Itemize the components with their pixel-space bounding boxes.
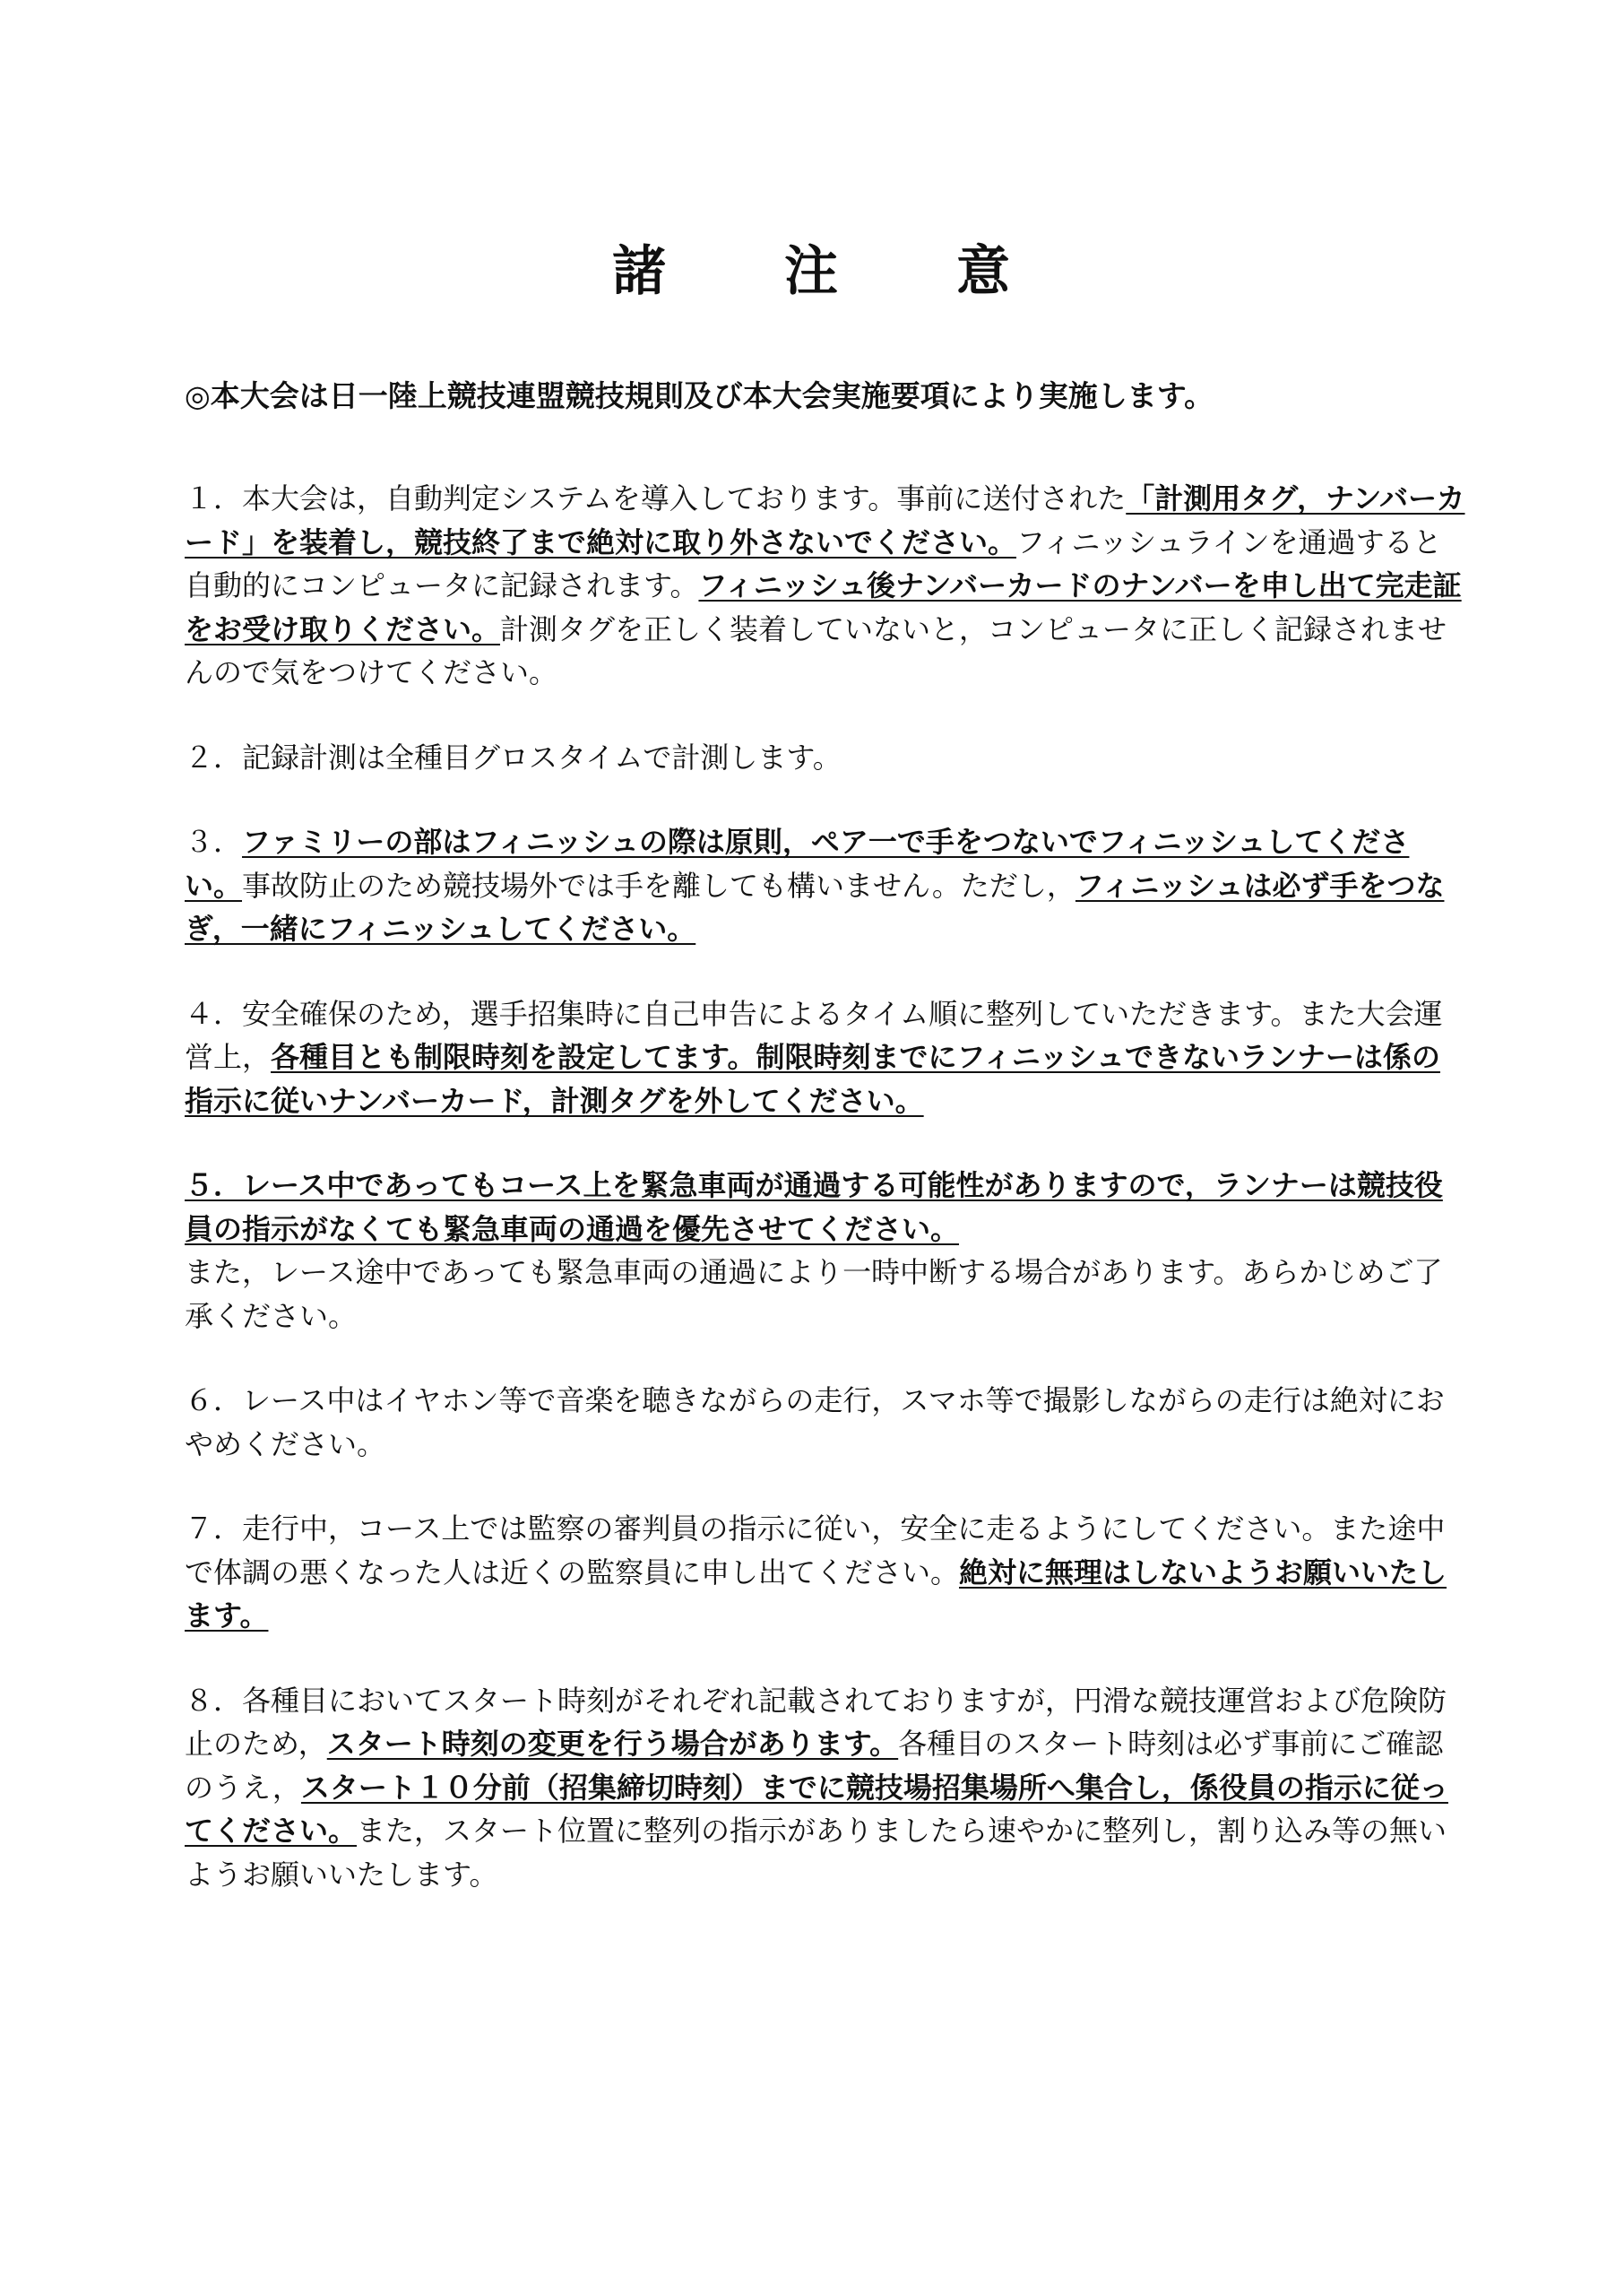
notice-text: ８．各種目においてスタート時刻がそれぞれ記載されておりますが，円滑な競技運営および危険防止のため， [185, 1683, 1447, 1761]
notice-text: 各種目のスタート時刻は必ず事前にご確認のうえ， [185, 1727, 1444, 1805]
title-char: 注 [784, 240, 840, 303]
notice-emphasis: フィニッシュは必ず手をつなぎ，一緒にフィニッシュしてください。 [185, 868, 1445, 946]
notice-item-8 [185, 1679, 1466, 1897]
notice-item-3 [185, 820, 1466, 951]
notice-item-1 [185, 477, 1466, 695]
title-char: 意 [956, 240, 1012, 303]
page-title [0, 240, 1624, 303]
notice-text: ３． [185, 825, 243, 859]
notice-text: ４．安全確保のため，選手招集時に自己申告によるタイム順に整列していただきます。また大会運営上， [185, 996, 1443, 1074]
notice-item-6 [185, 1379, 1466, 1466]
notice-item-2 [185, 736, 1466, 780]
notice-emphasis: スタート１０分前（招集締切時刻）までに競技場招集場所へ集合し，係役員の指示に従ってください。 [185, 1770, 1448, 1848]
notice-list [185, 477, 1466, 1896]
notice-text: また，スタート位置に整列の指示がありましたら速やかに整列し，割り込み等の無いようお願いいたします。 [185, 1814, 1447, 1892]
notice-item-5 [185, 1164, 1466, 1338]
notice-emphasis: 「計測用タグ，ナンバーカード」を装着し，競技終了まで絶対に取り外さないでください。 [185, 481, 1465, 559]
notice-item-4 [185, 992, 1466, 1123]
notice-text: 事故防止のため競技場外では手を離しても構いません。ただし， [242, 868, 1075, 903]
notice-emphasis: フィニッシュ後ナンバーカードのナンバーを申し出て完走証をお受け取りください。 [185, 568, 1462, 646]
notice-text: ７．走行中，コース上では監察の審判員の指示に従い，安全に走るようにしてください。また途中で体調の悪くなった人は近くの監察員に申し出てください。 [185, 1511, 1446, 1589]
notice-emphasis: 各種目とも制限時刻を設定してます。制限時刻までにフィニッシュできないランナーは係の指示に従いナンバーカード，計測タグを外してください。 [185, 1040, 1440, 1118]
notice-emphasis: ファミリーの部はフィニッシュの際は原則，ペア一で手をつないでフィニッシュしてください。 [185, 825, 1410, 903]
intro-statement: ◎本大会は日一陸上競技連盟競技規則及び本大会実施要項により実施します。 [185, 378, 1214, 413]
notice-emphasis: ５．レース中であってもコース上を緊急車両が通過する可能性がありますので，ランナーは競技役員の指示がなくても緊急車両の通過を優先させてください。 [185, 1168, 1443, 1246]
notice-text: また，レース途中であっても緊急車両の通過により一時中断する場合があります。あらかじめご了承ください。 [185, 1255, 1443, 1333]
notice-text: 計測タグを正しく装着していないと，コンピュータに正しく記録されませんので気をつけてください。 [185, 611, 1447, 689]
notice-text: １．本大会は，自動判定システムを導入しております。事前に送付された [185, 481, 1127, 515]
title-char: 諸 [612, 240, 668, 303]
notice-text: ２．記録計測は全種目グロスタイムで計測します。 [185, 740, 842, 775]
notice-emphasis: 絶対に無理はしないようお願いいたします。 [185, 1555, 1447, 1632]
notice-item-7 [185, 1507, 1466, 1638]
notice-text: フィニッシュラインを通過すると自動的にコンピュータに記録されます。 [185, 524, 1442, 602]
notice-text: ６．レース中はイヤホン等で音楽を聴きながらの走行，スマホ等で撮影しながらの走行は絶対におやめください。 [185, 1383, 1445, 1461]
notice-emphasis: スタート時刻の変更を行う場合があります。 [326, 1727, 899, 1761]
